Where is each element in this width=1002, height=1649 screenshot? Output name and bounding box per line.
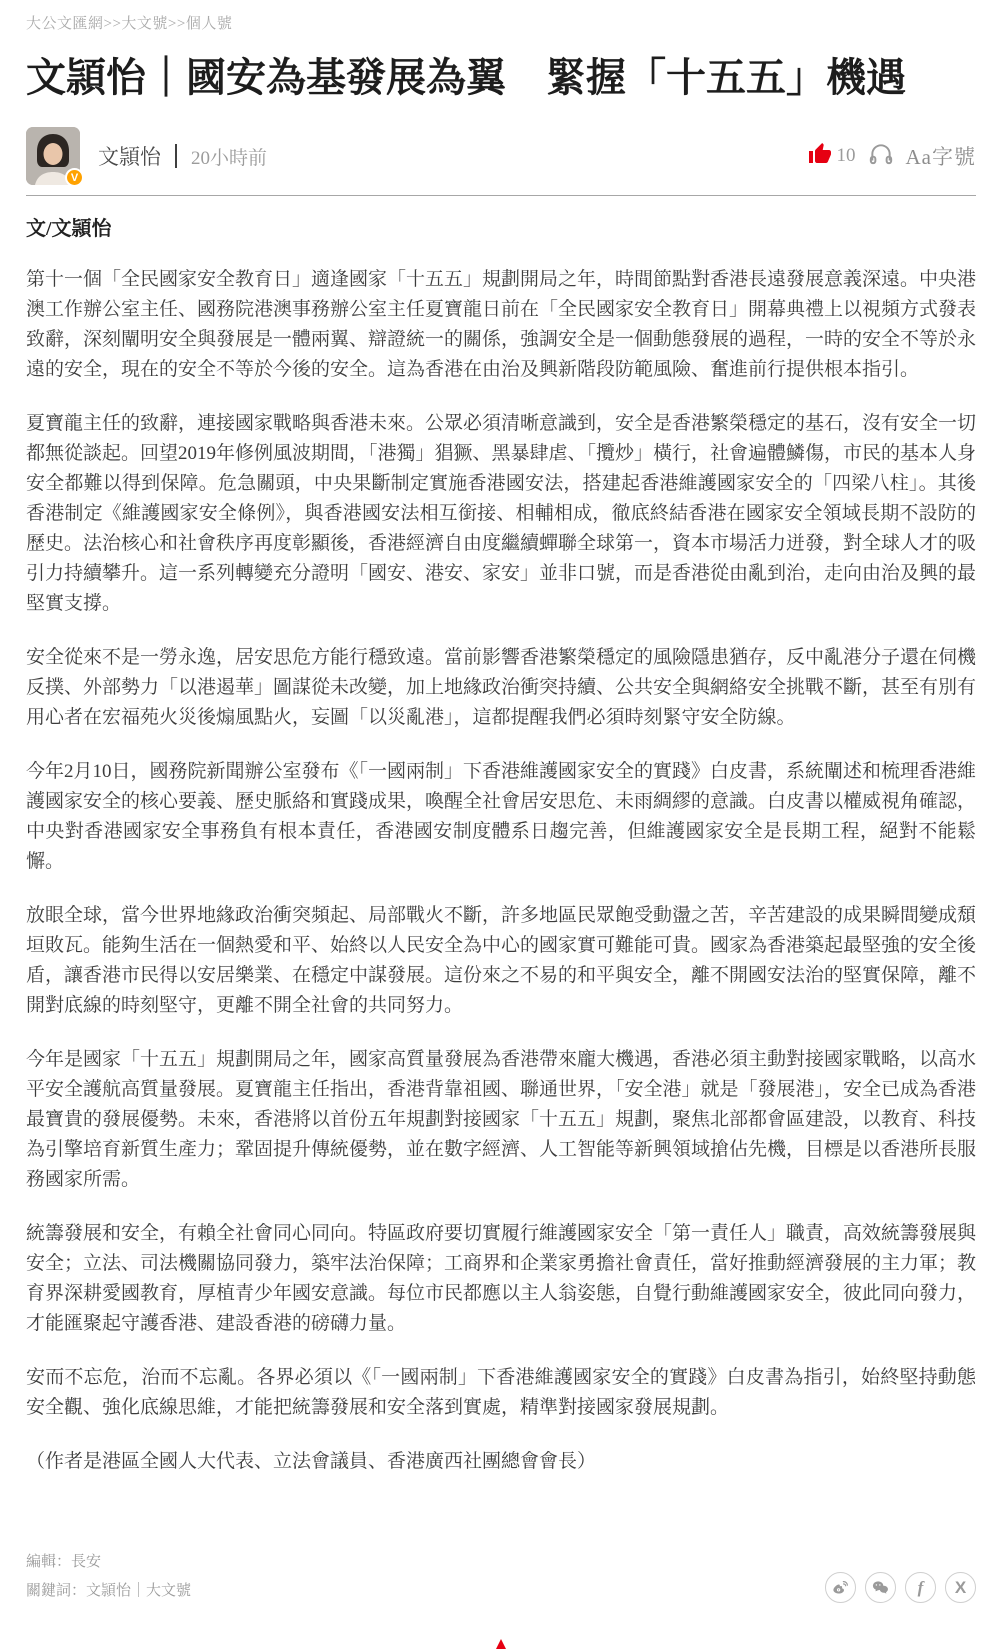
- verified-badge: V: [65, 168, 84, 187]
- listen-button[interactable]: [868, 141, 894, 172]
- paragraph: 安全從來不是一勞永逸，居安思危方能行穩致遠。當前影響香港繁榮穩定的風險隱患猶存，反中亂港分子還在伺機反撲、外部勢力「以港遏華」圖謀從未改變，加上地緣政治衝突持續、公共安全與網絡安全挑戰不斷，甚至有別有用心者在宏福苑火災後煽風點火，妄圖「以災亂港」，這都提醒我們必須時刻緊守安全防線。: [26, 647, 977, 728]
- article-footer: [26, 1548, 976, 1605]
- weibo-icon[interactable]: [825, 1572, 856, 1603]
- paragraph: 安而不忘危，治而不忘亂。各界必須以《「一國兩制」下香港維護國家安全的實踐》白皮書為指引，始終堅持動態安全觀、強化底線思維，才能把統籌發展和安全落到實處，精準對接國家發展規劃。: [26, 1367, 976, 1418]
- paragraph: 放眼全球，當今世界地緣政治衝突頻起、局部戰火不斷，許多地區民眾飽受動盪之苦，辛苦建設的成果瞬間變成頹垣敗瓦。能夠生活在一個熱愛和平、始終以人民安全為中心的國家實可難能可貴。國家為香港築起最堅強的安全後盾，讓香港市民得以安居樂業、在穩定中謀發展。這份來之不易的和平與安全，離不開國安法治的堅實保障，離不開對底線的時刻堅守，更離不開全社會的共同努力。: [26, 905, 977, 1016]
- publish-time: 20小時前: [191, 147, 268, 169]
- name-time-divider: [175, 144, 177, 168]
- article-actions: [808, 141, 977, 172]
- author-info: [26, 127, 267, 185]
- thumbs-up-icon: [808, 142, 832, 171]
- paragraph: 夏寶龍主任的致辭，連接國家戰略與香港未來。公眾必須清晰意識到，安全是香港繁榮穩定的基石，沒有安全一切都無從談起。回望2019年修例風波期間，「港獨」猖獗、黑暴肆虐、「攬炒」橫行，社會遍體鱗傷，市民的基本人身安全都難以得到保障。危急關頭，中央果斷制定實施香港國安法，搭建起香港維護國家安全的「四梁八柱」。其後香港制定《維護國家安全條例》，與香港國安法相互銜接、相輔相成，徹底終結香港在國家安全領域長期不設防的歷史。法治核心和社會秩序再度彰顯後，香港經濟自由度繼續蟬聯全球第一，資本市場活力迸發，對全球人才的吸引力持續攀升。這一系列轉變充分證明「國安、港安、家安」並非口號，而是香港從由亂到治，走向由治及興的最堅實支撐。: [26, 413, 977, 614]
- author-note: （作者是港區全國人大代表、立法會議員、香港廣西社團總會會長）: [26, 1451, 597, 1472]
- footer-meta: [26, 1548, 191, 1605]
- x-icon[interactable]: X: [945, 1572, 976, 1603]
- font-size-button[interactable]: Aa字號: [905, 145, 976, 169]
- headphones-icon: [868, 141, 894, 172]
- share-bar: [825, 1572, 976, 1605]
- facebook-icon[interactable]: f: [905, 1572, 936, 1603]
- wechat-icon[interactable]: [865, 1572, 896, 1603]
- paragraph: 統籌發展和安全，有賴全社會同心同向。特區政府要切實履行維護國家安全「第一責任人」職責，高效統籌發展與安全；立法、司法機關協同發力，築牢法治保障；工商界和企業家勇擔社會責任，當好推動經濟發展的主力軍；教育界深耕愛國教育，厚植青少年國安意識。每位市民都應以主人翁姿態，自覺行動維護國家安全，彼此同向發力，才能匯聚起守護香港、建設香港的磅礴力量。: [26, 1223, 977, 1334]
- author-name[interactable]: 文頴怡: [98, 145, 161, 169]
- author-row: [26, 127, 976, 185]
- paragraph: 第十一個「全民國家安全教育日」適逢國家「十五五」規劃開局之年，時間節點對香港長遠發展意義深遠。中央港澳工作辦公室主任、國務院港澳事務辦公室主任夏寶龍日前在「全民國家安全教育日」開幕典禮上以視頻方式發表致辭，深刻闡明安全與發展是一體兩翼、辯證統一的關係，強調安全是一個動態發展的過程，一時的安全不等於永遠的安全，現在的安全不等於今後的安全。這為香港在由治及興新階段防範風險、奮進前行提供根本指引。: [26, 269, 977, 380]
- article-body: [26, 265, 976, 1477]
- like-button[interactable]: [808, 142, 856, 171]
- page-title: 文頴怡｜國安為基發展為翼 緊握「十五五」機遇: [26, 55, 906, 100]
- avatar[interactable]: [26, 127, 80, 185]
- bottom-logo-mark: [496, 1639, 506, 1649]
- editor-line: 編輯：長安: [26, 1554, 102, 1570]
- paragraph: 今年2月10日，國務院新聞辦公室發布《「一國兩制」下香港維護國家安全的實踐》白皮書，系統闡述和梳理香港維護國家安全的核心要義、歷史脈絡和實踐成果，喚醒全社會居安思危、未雨綢繆的意識。白皮書以權威視角確認，中央對香港國家安全事務負有根本責任，香港國安制度體系日趨完善，但維護國家安全是長期工程，絕對不能鬆懈。: [26, 761, 977, 872]
- like-count: 10: [836, 145, 856, 166]
- breadcrumb[interactable]: 大公文匯網>>大文號>>個人號: [26, 16, 233, 32]
- keywords-line[interactable]: 關鍵詞：文頴怡｜大文號: [26, 1582, 192, 1599]
- paragraph: 今年是國家「十五五」規劃開局之年，國家高質量發展為香港帶來龐大機遇，香港必須主動對接國家戰略，以高水平安全護航高質量發展。夏寶龍主任指出，香港背靠祖國、聯通世界，「安全港」就是「發展港」，安全已成為香港最寶貴的發展優勢。未來，香港將以首份五年規劃對接國家「十五五」規劃，聚焦北部都會區建設，以教育、科技為引擎培育新質生產力；鞏固提升傳統優勢，並在數字經濟、人工智能等新興領域搶佔先機，目標是以香港所長服務國家所需。: [26, 1049, 977, 1190]
- header-divider: [26, 195, 976, 196]
- byline: 文/文頴怡: [26, 218, 112, 240]
